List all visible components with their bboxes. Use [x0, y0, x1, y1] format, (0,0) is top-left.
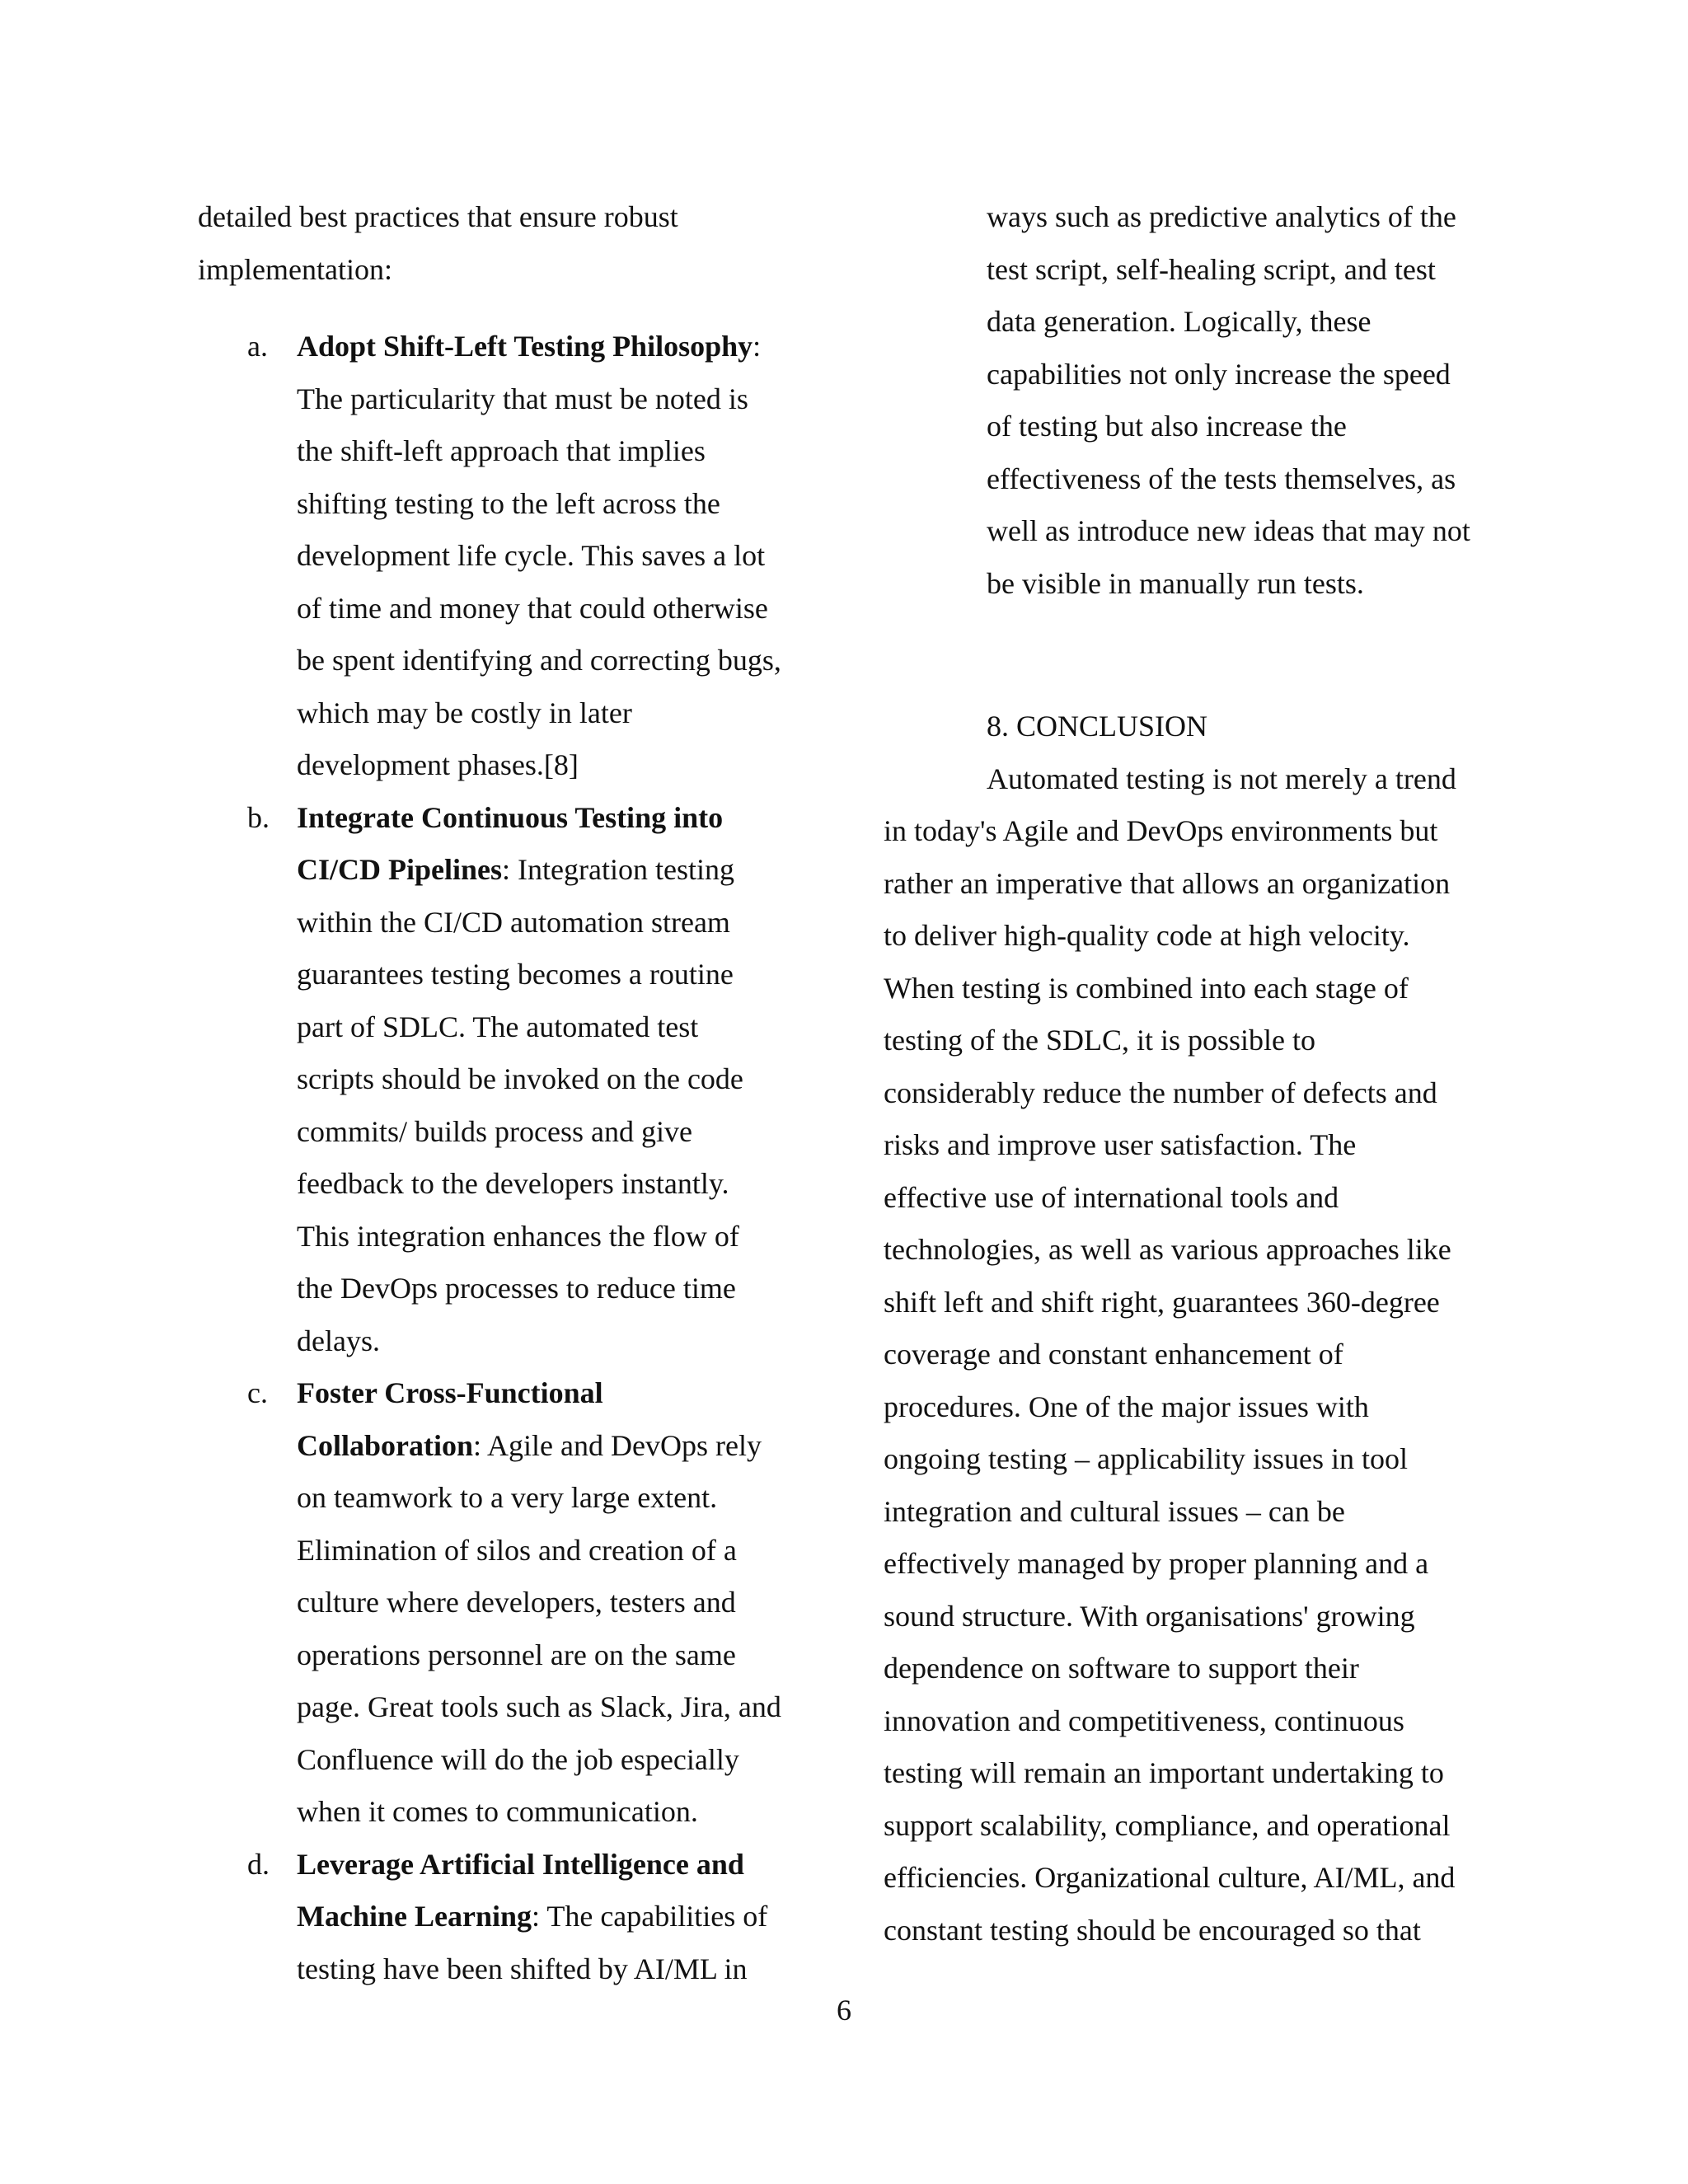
item-title: Adopt Shift-Left Testing Philosophy — [297, 330, 753, 363]
text-line: test script, self-healing script, and test — [987, 252, 1436, 286]
text-line: ongoing testing – applicability issues in tool — [884, 1442, 1408, 1475]
text-line: support scalability, compliance, and operational — [884, 1808, 1451, 1842]
text-line: coverage and constant enhancement of — [884, 1338, 1343, 1371]
text-line: guarantees testing becomes a routine — [297, 958, 734, 991]
text-line: the DevOps processes to reduce time — [297, 1272, 736, 1305]
item-title: CI/CD Pipelines — [297, 853, 503, 886]
item-title: Integrate Continuous Testing into — [297, 800, 724, 834]
text-line: scripts should be invoked on the code — [297, 1062, 743, 1095]
text-line: Elimination of silos and creation of a — [297, 1533, 737, 1567]
text-line: of testing but also increase the — [987, 410, 1347, 443]
text-line: innovation and competitiveness, continuous — [884, 1704, 1404, 1737]
text-line: integration and cultural issues – can be — [884, 1494, 1345, 1528]
list-item-b — [198, 792, 824, 1368]
title-punctuation: : — [753, 330, 762, 363]
text-line: technologies, as well as various approaches like — [884, 1233, 1451, 1266]
conclusion-paragraph — [884, 753, 1510, 1957]
text-line: ways such as predictive analytics of the — [987, 200, 1456, 233]
text-line: capabilities not only increase the speed — [987, 357, 1451, 391]
list-item-c — [198, 1367, 824, 1839]
right-column — [884, 191, 1510, 1957]
text-line: procedures. One of the major issues with — [884, 1390, 1369, 1423]
text-line: feedback to the developers instantly. — [297, 1167, 729, 1200]
left-column — [198, 191, 824, 1995]
section-heading: 8. CONCLUSION — [987, 710, 1208, 743]
text-line: This integration enhances the flow of — [297, 1219, 739, 1253]
text-line: testing of the SDLC, it is possible to — [884, 1024, 1316, 1057]
list-marker: a. — [247, 330, 268, 363]
text-line: be spent identifying and correcting bugs, — [297, 644, 781, 677]
text-line: part of SDLC. The automated test — [297, 1010, 699, 1043]
text-line: delays. — [297, 1324, 380, 1357]
list-marker: b. — [247, 800, 270, 834]
text-line: effectiveness of the tests themselves, as — [987, 462, 1456, 495]
text-line: data generation. Logically, these — [987, 305, 1372, 338]
text-line: be visible in manually run tests. — [987, 566, 1364, 600]
item-title: Leverage Artificial Intelligence and — [297, 1847, 744, 1881]
text-line: page. Great tools such as Slack, Jira, and — [297, 1690, 781, 1723]
text-line: development phases.[8] — [297, 748, 579, 781]
list-item-d — [198, 1839, 824, 1996]
best-practices-list — [198, 321, 824, 1995]
text-line: rather an imperative that allows an organization — [884, 866, 1451, 900]
text-line: constant testing should be encouraged so that — [884, 1913, 1421, 1947]
text-line: Confluence will do the job especially — [297, 1742, 739, 1776]
text-line: to deliver high-quality code at high velocity. — [884, 919, 1410, 952]
list-marker: d. — [247, 1847, 270, 1881]
section-spacer — [884, 610, 1510, 701]
text-line: effective use of international tools and — [884, 1180, 1339, 1214]
text-line: within the CI/CD automation stream — [297, 905, 730, 939]
item-title: Collaboration — [297, 1428, 474, 1462]
item-title-line — [297, 321, 824, 373]
text-line: culture where developers, testers and — [297, 1586, 736, 1619]
text-line: The particularity that must be noted is — [297, 382, 748, 415]
text-line: the shift-left approach that implies — [297, 434, 706, 467]
list-marker: c. — [247, 1376, 268, 1409]
text-line: well as introduce new ideas that may not — [987, 514, 1470, 547]
text-line: commits/ builds process and give — [297, 1114, 692, 1148]
text-line: which may be costly in later — [297, 696, 632, 729]
text-line: development life cycle. This saves a lot — [297, 539, 766, 572]
item-title: Foster Cross-Functional — [297, 1376, 603, 1409]
page-number: 6 — [837, 1994, 851, 2027]
text-line: effectively managed by proper planning and a — [884, 1547, 1429, 1580]
text-span: : Agile and DevOps rely — [473, 1428, 762, 1462]
item-title: Machine Learning — [297, 1900, 532, 1933]
text-line: shifting testing to the left across the — [297, 486, 720, 520]
text-line: When testing is combined into each stage of — [884, 971, 1409, 1005]
text-line: testing will remain an important undertaking to — [884, 1756, 1444, 1789]
text-line: when it comes to communication. — [297, 1795, 698, 1828]
text-line: testing have been shifted by AI/ML in — [297, 1952, 748, 1985]
text-line: on teamwork to a very large extent. — [297, 1481, 718, 1514]
intro-paragraph — [198, 191, 824, 296]
text-line: detailed best practices that ensure robust — [198, 200, 678, 233]
continuation-paragraph — [884, 191, 1510, 610]
text-line: considerably reduce the number of defects and — [884, 1076, 1437, 1109]
text-span: : Integration testing — [502, 853, 734, 886]
text-line: in today's Agile and DevOps environments but — [884, 814, 1438, 847]
text-line: sound structure. With organisations' growing — [884, 1599, 1415, 1633]
text-span: : The capabilities of — [532, 1900, 768, 1933]
item-title-line — [297, 844, 824, 897]
list-item-a — [198, 321, 824, 792]
text-line: shift left and shift right, guarantees 360-degree — [884, 1285, 1440, 1319]
text-line: operations personnel are on the same — [297, 1638, 736, 1671]
text-line: implementation: — [198, 252, 392, 286]
text-line: dependence on software to support their — [884, 1652, 1359, 1685]
text-line: risks and improve user satisfaction. The — [884, 1128, 1357, 1161]
text-line: efficiencies. Organizational culture, AI/ML, and — [884, 1861, 1456, 1894]
text-line: of time and money that could otherwise — [297, 591, 768, 625]
item-title-line — [297, 1891, 824, 1943]
text-line: Automated testing is not merely a trend — [987, 762, 1456, 795]
item-title-line — [297, 1420, 824, 1473]
